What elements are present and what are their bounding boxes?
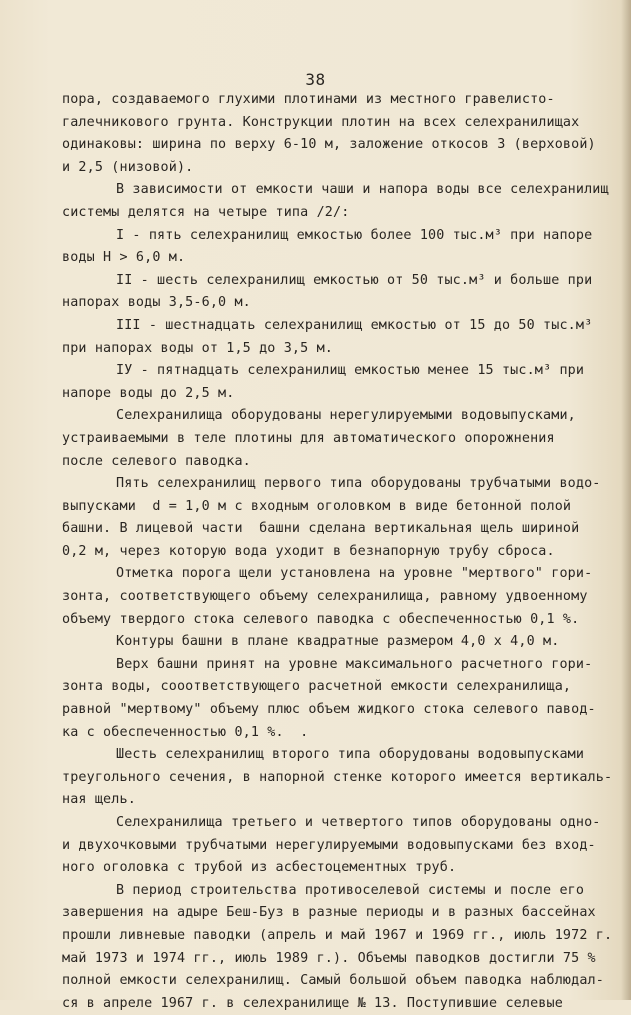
text-line: пора, создаваемого глухими плотинами из местного гравелисто-	[62, 92, 555, 107]
text-line: выпусками d = 1,0 м с входным оголовком в виде бетонной полой	[62, 498, 572, 514]
text-line: Селехранилища оборудованы нерегулируемыми водовыпусками,	[116, 408, 576, 424]
text-line: завершения на адыре Беш-Буз в разные периоды и в разных бассейнах	[62, 905, 596, 921]
text-line: В период строительства противоселевой системы и после его	[116, 882, 585, 898]
text-line: ная щель.	[62, 792, 136, 808]
text-line: Отметка порога щели установлена на уровне "мертвого" гори-	[116, 566, 593, 582]
text-line: напоре воды до 2,5 м.	[62, 385, 235, 401]
text-line: объему твердого стока селевого паводка с обеспеченностью 0,1 %.	[62, 611, 580, 627]
text-line: Верх башни принят на уровне максимального расчетного гори-	[116, 656, 593, 672]
text-line: IУ - пятнадцать селехранилищ емкостью менее 15 тыс.м³ при	[116, 363, 585, 379]
text-line: равной "мертвому" объему плюс объем жидкого стока селевого павод-	[62, 702, 596, 718]
text-line: 0,2 м, через которую вода уходит в безнапорную трубу сброса.	[62, 543, 555, 559]
text-line: одинаковы: ширина по верху 6-10 м, заложение откосов 3 (верховой)	[62, 137, 596, 153]
text-line: и 2,5 (низовой).	[62, 159, 194, 175]
text-line: В зависимости от емкости чаши и напора воды все селехранилищ	[116, 182, 609, 198]
text-line: май 1973 и 1974 гг., июль 1989 г.). Объемы паводков достигли 75 %	[62, 950, 596, 966]
text-line: II - шесть селехранилищ емкостью от 50 тыс.м³ и больше при	[116, 272, 593, 288]
text-line: устраиваемыми в теле плотины для автоматического опорожнения	[62, 430, 555, 446]
text-line: I - пять селехранилищ емкостью более 100 тыс.м³ при напоре	[116, 227, 593, 243]
text-line: и двухочковыми трубчатыми нерегулируемыми водовыпусками без вход-	[62, 837, 596, 853]
text-line: при напорах воды от 1,5 до 3,5 м.	[62, 340, 333, 356]
text-line: треугольного сечения, в напорной стенке которого имеется вертикаль-	[62, 769, 613, 785]
text-line: ного оголовка с трубой из асбестоцементных труб.	[62, 860, 457, 876]
text-line: Селехранилища третьего и четвертого типов оборудованы одно-	[116, 815, 601, 830]
document-body	[62, 89, 622, 1015]
text-line: Шесть селехранилищ второго типа оборудованы водовыпусками	[116, 747, 585, 763]
page-number: 38	[305, 70, 326, 89]
text-line: зонта воды, сооответствующего расчетной емкости селехранилища,	[62, 679, 572, 695]
text-line: прошли ливневые паводки (апрель и май 1967 и 1969 гг., июль 1972 г.	[62, 927, 613, 943]
text-line: системы делятся на четыре типа /2/:	[62, 204, 350, 220]
text-line: зонта, соответствующего объему селехранилища, равному удвоенному	[62, 589, 588, 605]
text-line: ся в апреле 1967 г. в селехранилище № 13. Поступившие селевые	[62, 995, 563, 1011]
text-line: напорах воды 3,5-6,0 м.	[62, 295, 251, 311]
page-edge-shadow	[621, 0, 631, 1000]
text-line: Пять селехранилищ первого типа оборудованы трубчатыми водо-	[116, 476, 601, 492]
text-line: воды H > 6,0 м.	[62, 250, 186, 266]
text-line: башни. В лицевой части башни сделана вертикальная щель шириной	[62, 521, 580, 537]
text-line: галечникового грунта. Конструкции плотин на всех селехранилищах	[62, 114, 580, 130]
text-line: Контуры башни в плане квадратные размером 4,0 х 4,0 м.	[116, 634, 560, 650]
text-line: III - шестнадцать селехранилищ емкостью от 15 до 50 тыс.м³	[116, 317, 593, 333]
text-line: после селевого паводка.	[62, 453, 251, 469]
text-line: полной емкости селехранилищ. Самый большой объем паводка наблюдал-	[62, 973, 604, 989]
text-line: ка с обеспеченностью 0,1 %. .	[62, 724, 309, 740]
